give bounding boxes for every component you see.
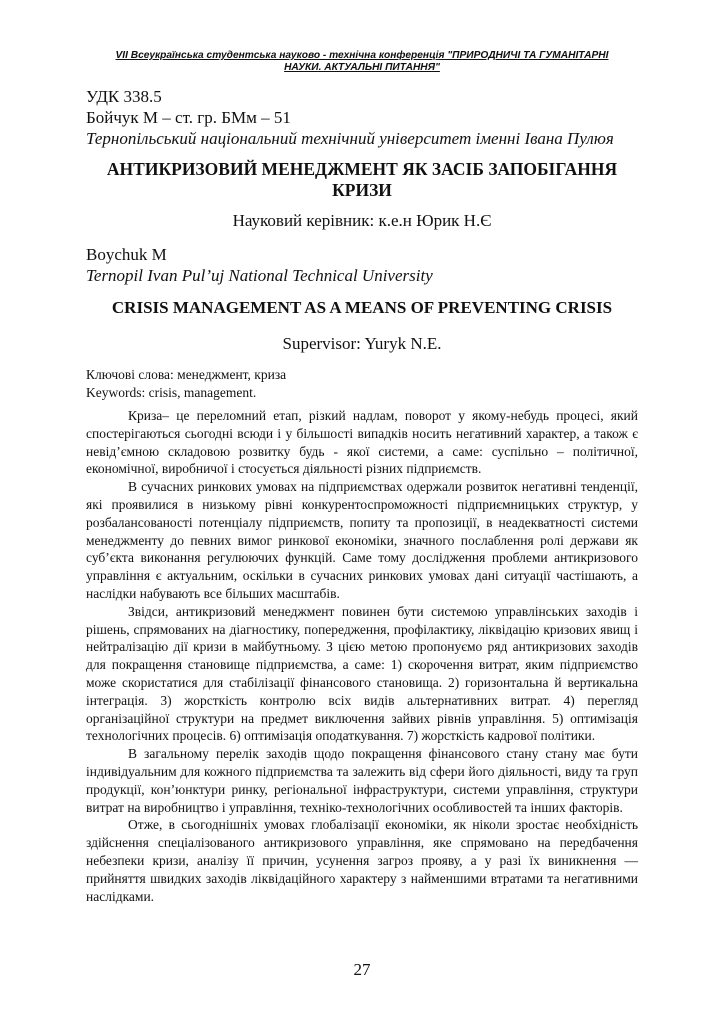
paragraph: В сучасних ринкових умовах на підприємствах одержали розвиток негативні тенденції, які проявилися в низькому рівні конкурентоспроможності підприємницьких структур, у розбалансованості потенціалу підприємств, попиту та пропозиції, в неадекватності системи менеджменту до певних вимог ринкової економіки, значного послаблення ролі держави як суб’єкта виконання регулюючих функцій. Саме тому дослідження проблеми антикризового управління є актуальним, оскільки в сучасних ринкових умовах дані ситуації частішають, а наслідки набувають все більших масштабів. bbox=[86, 479, 638, 601]
page-number: 27 bbox=[353, 960, 371, 979]
author-name-ua: Бойчук М – ст. гр. БМм – 51 bbox=[86, 108, 291, 127]
author-block-en bbox=[86, 244, 646, 286]
supervisor-ua: Науковий керівник: к.е.н Юрик Н.Є bbox=[232, 211, 492, 230]
paper-title-en: CRISIS MANAGEMENT AS A MEANS OF PREVENTING CRISIS bbox=[111, 298, 613, 317]
paper-title-ua: АНТИКРИЗОВИЙ МЕНЕДЖМЕНТ ЯК ЗАСІБ ЗАПОБІГАННЯ КРИЗИ bbox=[106, 159, 618, 200]
keywords-en: Keywords: crisis, management. bbox=[86, 385, 257, 400]
institution-en: Ternopil Ivan Pul’uj National Technical University bbox=[86, 266, 433, 285]
institution-ua: Тернопільський національний технічний університет іменні Івана Пулюя bbox=[86, 129, 614, 148]
paragraph: В загальному перелік заходів щодо покращення фінансового стану стану має бути індивідуальним для кожного підприємства та залежить від сфери його діяльності, виду та груп продукції, кон’юнктури ринку, регіональної інфраструктури, системи управління, структури витрат на виробництво і управління, техніко-технологічних особливостей та інших факторів. bbox=[86, 746, 638, 815]
keywords-ua: Ключові слова: менеджмент, криза bbox=[86, 367, 287, 382]
paragraph: Звідси, антикризовий менеджмент повинен бути системою управлінських заходів і рішень, спрямованих на діагностику, попередження, профілактику, ліквідацію кризових явищ і нейтралізацію дії кризи в майбутньому. З цією метою пропонуємо ряд антикризових заходів для покращення становище підприємства, а саме: 1) скорочення витрат, яким підприємство може скористатися для стабілізації фінансового становища. 2) горизонтальна й вертикальна інтеграція. 3) жорсткість контролю всіх видів альтернативних витрат. 4) перегляд організаційної структури на предмет виключення зайвих рівнів управління. 5) оптимізація технологічних процесів. 6) оптимізація оподаткування. 7) жорсткість кадрової політики. bbox=[86, 603, 638, 744]
author-name-en: Boychuk M bbox=[86, 245, 167, 264]
supervisor-en: Supervisor: Yuryk N.E. bbox=[282, 334, 442, 353]
paragraph: Криза– це переломний етап, різкий надлам, поворот у якому-небудь процесі, який спостерігаються сьогодні всюди і у більшості випадків носить негативний характер, а також є невід’ємною складовою розвитку будь - якої системи, а саме: суспільно – політичної, економічної, виробничої і стосується діяльності різних підприємств. bbox=[86, 408, 638, 477]
udc-code: УДК 338.5 bbox=[86, 87, 162, 106]
paragraph: Отже, в сьогоднішніх умовах глобалізації економіки, як ніколи зростає необхідність здійснення спеціалізованого антикризового управління, яке спрямовано на передбачення небезпеки кризи, аналізу її причин, усунення загроз прояву, а у разі їх виникнення — прийняття швидких заходів ліквідаційного характеру з найменшими втратами та негативними наслідками. bbox=[86, 817, 638, 904]
body-text bbox=[86, 407, 638, 905]
author-block-ua bbox=[86, 86, 646, 149]
conference-header: VII Всеукраїнська студентська науково - технічна конференція "ПРИРОДНИЧІ ТА ГУМАНІТАРНІ НАУКИ. АКТУАЛЬНІ ПИТАННЯ" bbox=[115, 50, 609, 73]
keywords-block bbox=[86, 366, 646, 402]
